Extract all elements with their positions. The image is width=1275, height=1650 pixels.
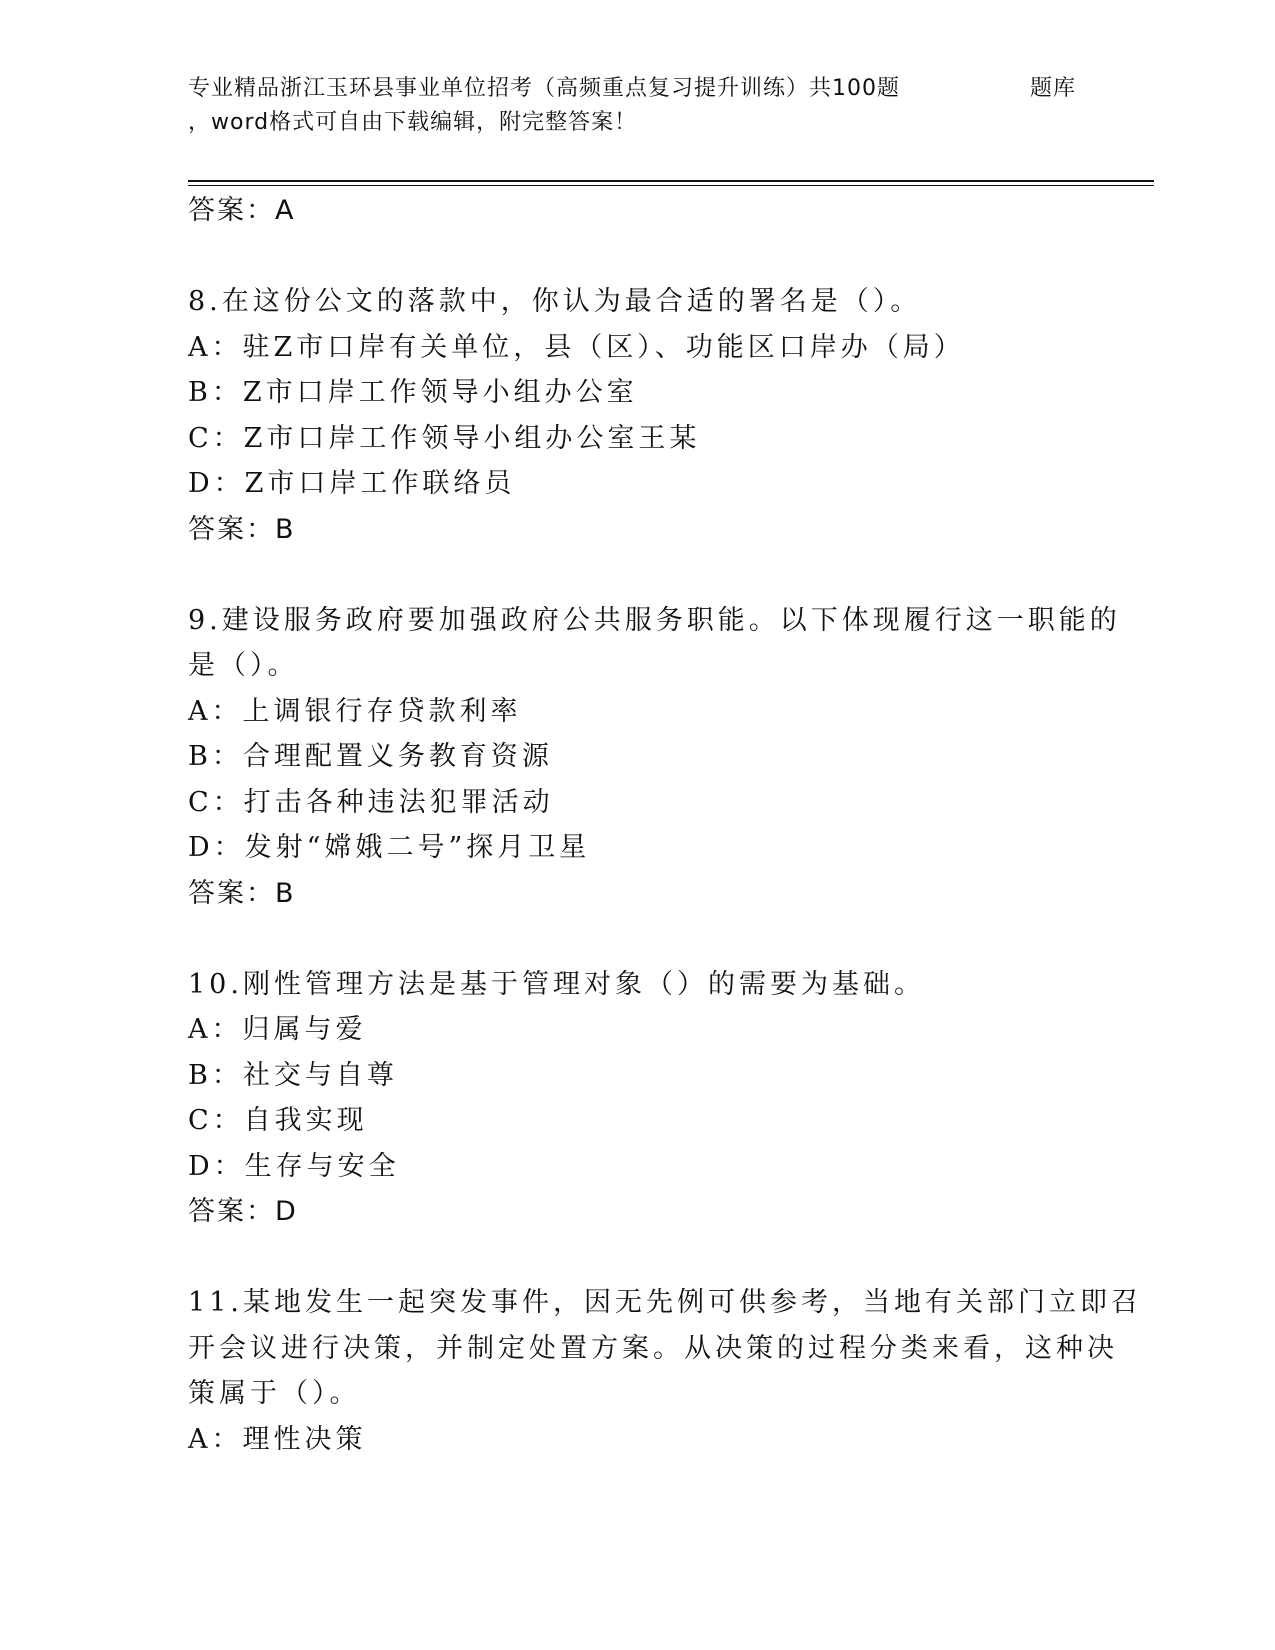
question-stem-continued: 开会议进行决策，并制定处置方案。从决策的过程分类来看，这种决 (188, 1332, 1118, 1364)
question-list (188, 188, 1142, 1462)
option-a: A：归属与爱 (188, 1014, 367, 1045)
header-tag: 题库 (1030, 76, 1077, 101)
question-block (188, 962, 1088, 1235)
header-rule-thick (188, 180, 1154, 182)
spacer (188, 234, 1088, 280)
question-stem-continued: 策属于（）。 (188, 1378, 361, 1409)
question-stem: 9.建设服务政府要加强政府公共服务职能。以下体现履行这一职能的 (188, 604, 1121, 636)
option-a: A：上调银行存贷款利率 (188, 695, 522, 727)
header-rule-thin (188, 185, 1154, 186)
answer-line: 答案：D (188, 1196, 298, 1227)
header-title-line (188, 72, 1088, 106)
question-stem: 10.刚性管理方法是基于管理对象（）的需要为基础。 (188, 968, 925, 1000)
answer-line: 答案：B (188, 877, 296, 909)
question-stem-continued: 是（）。 (188, 650, 299, 681)
option-a: A：驻Z市口岸有关单位，县（区）、功能区口岸办（局） (188, 331, 965, 363)
header-title: 专业精品浙江玉环县事业单位招考（高频重点复习提升训练）共100题 (188, 76, 900, 101)
answer-line: 答案：B (188, 513, 296, 545)
option-d: D：Z市口岸工作联络员 (188, 468, 516, 499)
spacer (188, 916, 1088, 962)
option-c: C：Z市口岸工作领导小组办公室王某 (188, 422, 701, 454)
option-b: B：社交与自尊 (188, 1059, 398, 1091)
question-stem: 11.某地发生一起突发事件，因无先例可供参考，当地有关部门立即召 (188, 1287, 1142, 1318)
header-subtitle: ，word格式可自由下载编辑，附完整答案！ (188, 110, 638, 135)
question-block (188, 279, 1088, 552)
page-header (188, 72, 1088, 140)
question-block (188, 1280, 1142, 1462)
spacer (188, 552, 1088, 598)
question-block (188, 598, 1121, 917)
option-b: B：合理配置义务教育资源 (188, 741, 553, 772)
spacer (188, 1235, 1088, 1281)
option-a: A：理性决策 (188, 1423, 367, 1455)
option-b: B：Z市口岸工作领导小组办公室 (188, 377, 638, 408)
question-stem: 8.在这份公文的落款中，你认为最合适的署名是（）。 (188, 286, 922, 317)
option-d: D：生存与安全 (188, 1150, 400, 1182)
answer-line: 答案：A (188, 195, 296, 226)
option-d: D：发射“嫦娥二号”探月卫星 (188, 832, 591, 863)
option-c: C：打击各种违法犯罪活动 (188, 786, 554, 818)
option-c: C：自我实现 (188, 1105, 368, 1136)
